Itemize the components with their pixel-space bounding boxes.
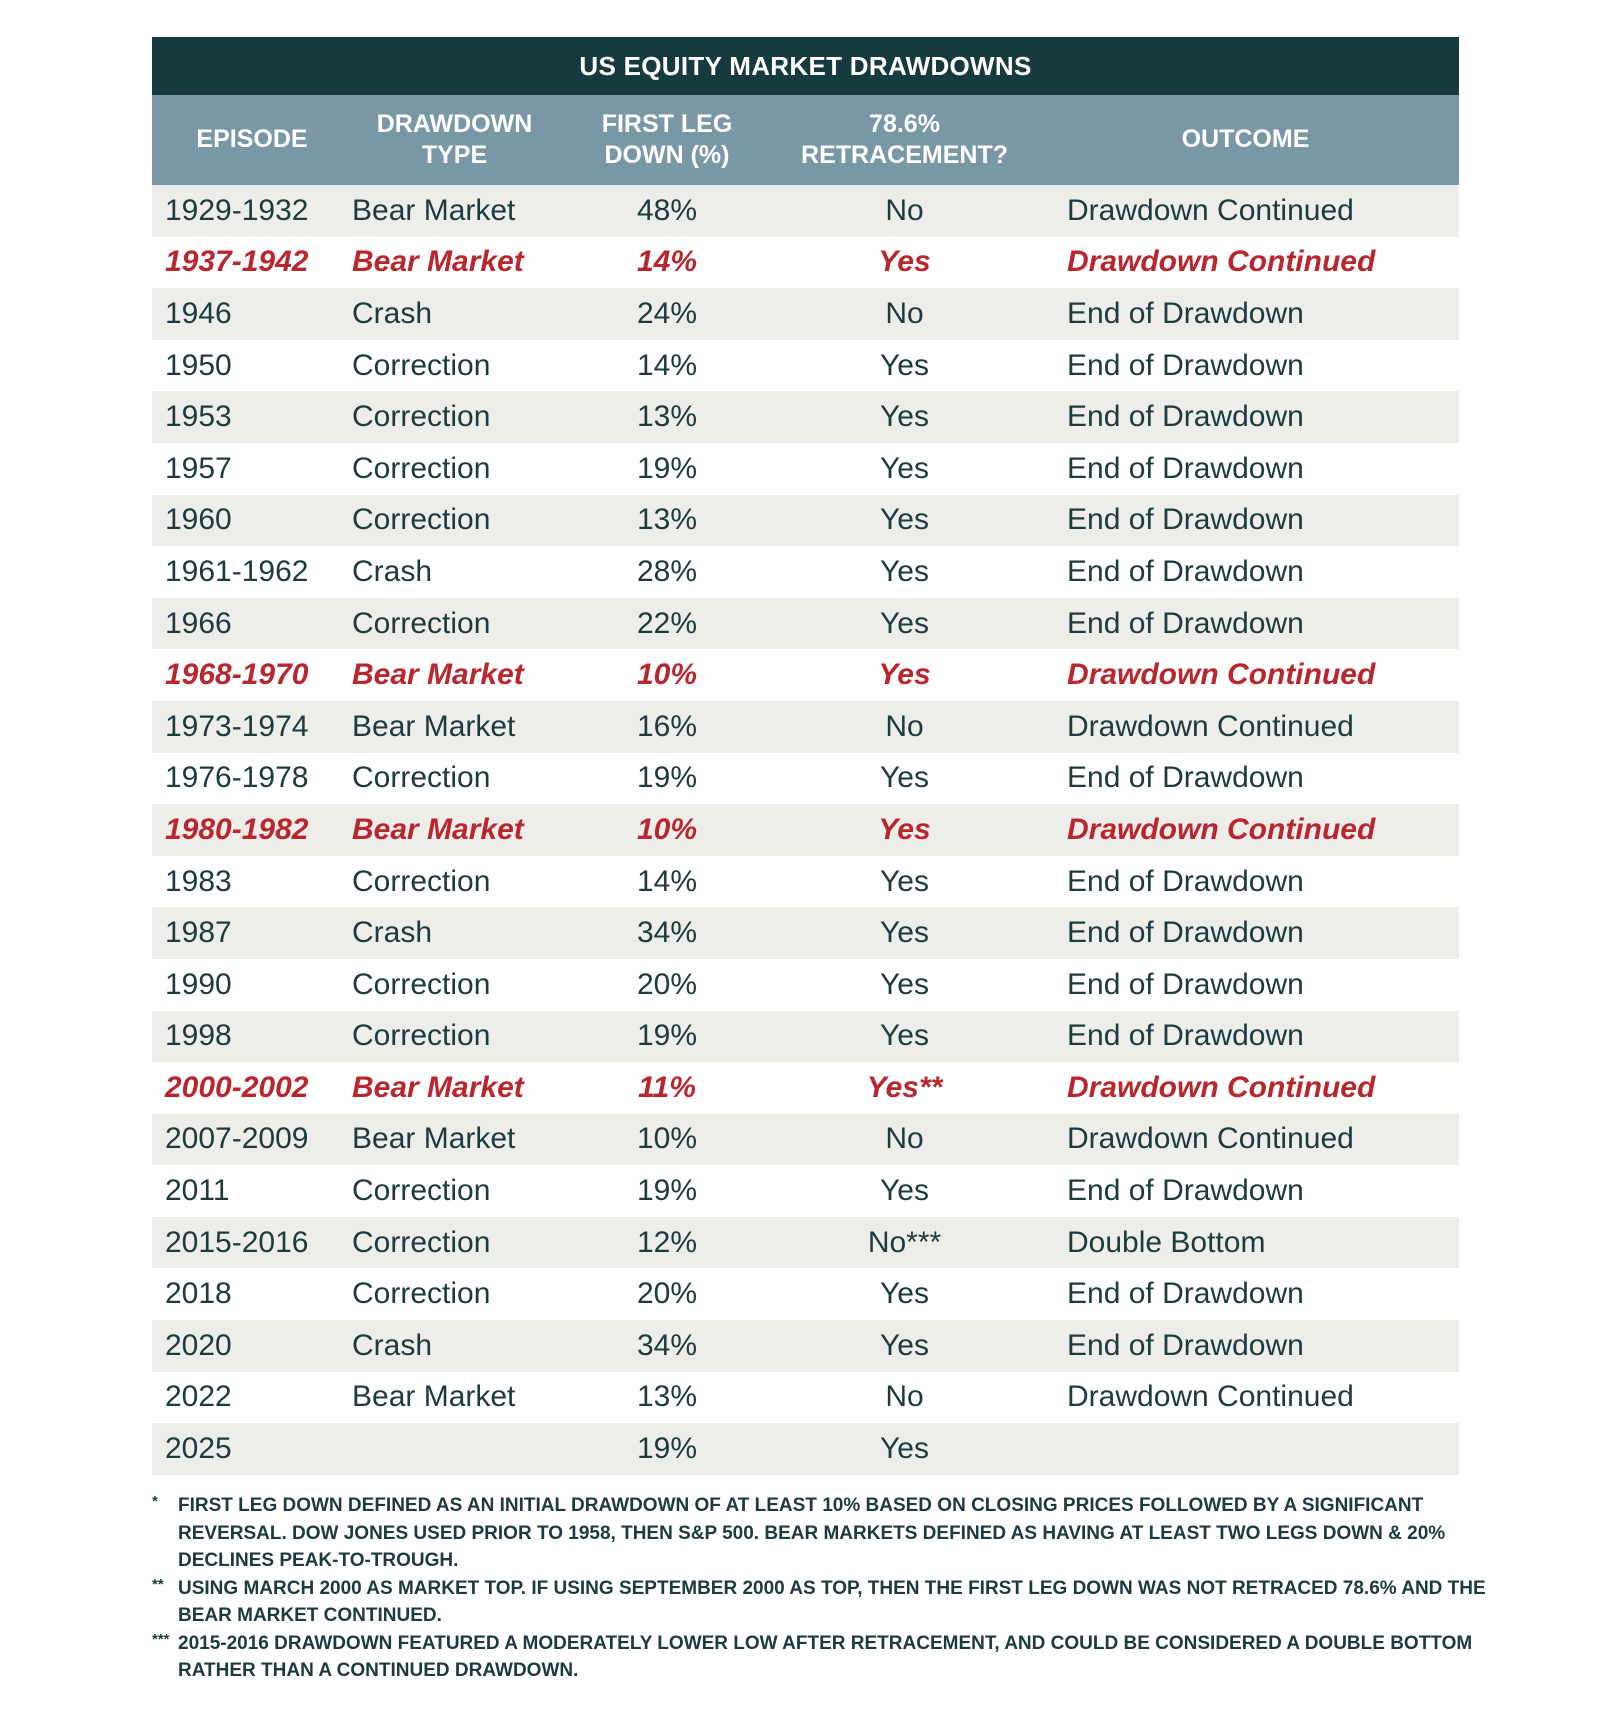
cell-first-leg: 34% [636, 916, 698, 950]
cell-drawdown-type: Correction [352, 1174, 491, 1208]
table-row [152, 1320, 1459, 1372]
cell-drawdown-type: Bear Market [352, 1380, 516, 1414]
cell-drawdown-type: Bear Market [352, 658, 524, 692]
cell-episode: 1987 [165, 916, 232, 950]
cell-outcome: Drawdown Continued [1067, 812, 1376, 846]
table-row [152, 649, 1459, 701]
cell-first-leg: 19% [636, 1019, 698, 1053]
cell-episode: 1976-1978 [165, 761, 309, 795]
cell-drawdown-type: Bear Market [352, 193, 516, 227]
table-row [152, 701, 1459, 753]
footnote-mark: ** [152, 1575, 164, 1593]
cell-outcome: End of Drawdown [1067, 761, 1304, 795]
table-row [152, 959, 1459, 1011]
cell-first-leg: 24% [636, 296, 698, 330]
cell-first-leg: 14% [636, 864, 698, 898]
cell-outcome: Drawdown Continued [1067, 245, 1376, 279]
cell-outcome: End of Drawdown [1067, 967, 1304, 1001]
cell-episode: 2011 [165, 1174, 230, 1208]
cell-episode: 1980-1982 [165, 812, 309, 846]
cell-episode: 1961-1962 [165, 554, 309, 588]
cell-drawdown-type: Bear Market [352, 1122, 516, 1156]
cell-retracement: Yes [880, 916, 929, 950]
cell-drawdown-type: Correction [352, 503, 491, 537]
cell-outcome: Drawdown Continued [1067, 709, 1354, 743]
footnote-text: USING MARCH 2000 AS MARKET TOP. IF USING SEPTEMBER 2000 AS TOP, THEN THE FIRST LEG DOWN WAS NOT RETRACED 78.6% AND THE BEAR MARKET CONTINUED. [178, 1577, 1486, 1626]
cell-retracement: Yes [880, 1174, 929, 1208]
header-leg-line1: FIRST LEG [601, 109, 733, 138]
cell-first-leg: 19% [636, 451, 698, 485]
cell-drawdown-type: Correction [352, 1225, 491, 1259]
cell-episode: 1929-1932 [165, 193, 309, 227]
cell-outcome: End of Drawdown [1067, 1174, 1304, 1208]
cell-drawdown-type: Correction [352, 1019, 491, 1053]
cell-episode: 1946 [165, 296, 232, 330]
cell-retracement: Yes [880, 606, 929, 640]
header-episode: EPISODE [196, 125, 308, 154]
cell-first-leg: 34% [636, 1328, 698, 1362]
cell-first-leg: 10% [636, 658, 698, 692]
cell-first-leg: 22% [636, 606, 698, 640]
header-ret-line1: 78.6% [869, 109, 940, 138]
cell-outcome: End of Drawdown [1067, 1019, 1304, 1053]
cell-drawdown-type: Crash [352, 1328, 433, 1362]
cell-episode: 1953 [165, 400, 232, 434]
cell-episode: 2007-2009 [165, 1122, 309, 1156]
table-row [152, 495, 1459, 547]
table-row [152, 598, 1459, 650]
cell-first-leg: 16% [636, 709, 698, 743]
cell-episode: 1957 [165, 451, 232, 485]
cell-retracement: No*** [867, 1225, 942, 1259]
cell-episode: 2020 [165, 1328, 232, 1362]
footnote-text: 2015-2016 DRAWDOWN FEATURED A MODERATELY LOWER LOW AFTER RETRACEMENT, AND COULD BE CONSIDERED A DOUBLE BOTTOM RATHER THAN A CONTINUED DRAWDOWN. [178, 1632, 1473, 1681]
header-first-leg [557, 95, 777, 185]
cell-outcome: Double Bottom [1067, 1225, 1266, 1259]
cell-first-leg: 19% [636, 761, 698, 795]
cell-outcome: End of Drawdown [1067, 606, 1304, 640]
cell-drawdown-type: Correction [352, 1277, 491, 1311]
cell-drawdown-type: Bear Market [352, 245, 524, 279]
cell-episode: 1983 [165, 864, 232, 898]
cell-episode: 1973-1974 [165, 709, 309, 743]
cell-outcome: Drawdown Continued [1067, 1380, 1354, 1414]
cell-retracement: Yes [880, 451, 929, 485]
cell-retracement: Yes [880, 348, 929, 382]
table-row [152, 856, 1459, 908]
cell-outcome: End of Drawdown [1067, 296, 1304, 330]
header-ret-line2: RETRACEMENT? [801, 141, 1008, 169]
cell-retracement: No [885, 1122, 924, 1156]
table-row [152, 443, 1459, 495]
footnote [152, 1575, 1512, 1630]
cell-retracement: Yes [880, 864, 929, 898]
cell-outcome: End of Drawdown [1067, 1328, 1304, 1362]
cell-episode: 1960 [165, 503, 232, 537]
cell-retracement: Yes [880, 1277, 929, 1311]
table-row [152, 907, 1459, 959]
cell-outcome: Drawdown Continued [1067, 1122, 1354, 1156]
header-drawdown-type [352, 95, 557, 185]
cell-drawdown-type: Crash [352, 296, 433, 330]
cell-outcome: Drawdown Continued [1067, 193, 1354, 227]
table-row [152, 340, 1459, 392]
cell-drawdown-type: Correction [352, 348, 491, 382]
table-row [152, 1011, 1459, 1063]
header-retracement [777, 95, 1032, 185]
cell-drawdown-type: Correction [352, 864, 491, 898]
header-type-line2: TYPE [421, 141, 488, 169]
cell-episode: 1950 [165, 348, 232, 382]
cell-retracement: Yes [880, 1019, 929, 1053]
cell-first-leg: 19% [636, 1432, 698, 1466]
table-row [152, 1268, 1459, 1320]
cell-first-leg: 19% [636, 1174, 698, 1208]
cell-retracement: No [885, 1380, 924, 1414]
cell-retracement: No [885, 709, 924, 743]
footnote [152, 1492, 1512, 1575]
cell-episode: 1968-1970 [165, 658, 309, 692]
cell-drawdown-type: Bear Market [352, 1070, 524, 1104]
table-row [152, 1165, 1459, 1217]
table-row [152, 288, 1459, 340]
table-row [152, 1423, 1459, 1475]
cell-drawdown-type: Crash [352, 554, 433, 588]
cell-outcome: End of Drawdown [1067, 400, 1304, 434]
cell-outcome: End of Drawdown [1067, 348, 1304, 382]
table-title: US EQUITY MARKET DRAWDOWNS [152, 37, 1459, 95]
header-leg-line2: DOWN (%) [604, 141, 730, 169]
cell-first-leg: 48% [636, 193, 698, 227]
footnote-mark: *** [152, 1630, 170, 1648]
cell-retracement: Yes [878, 658, 931, 692]
cell-first-leg: 11% [638, 1070, 696, 1104]
cell-episode: 1990 [165, 967, 232, 1001]
footnote [152, 1630, 1512, 1685]
cell-outcome: Drawdown Continued [1067, 658, 1376, 692]
cell-retracement: No [885, 193, 924, 227]
cell-first-leg: 13% [636, 400, 698, 434]
column-header-row [152, 95, 1459, 185]
cell-episode: 1966 [165, 606, 232, 640]
table-body [152, 185, 1459, 1475]
table-row [152, 185, 1459, 237]
cell-first-leg: 14% [636, 348, 698, 382]
cell-outcome: End of Drawdown [1067, 503, 1304, 537]
cell-episode: 1998 [165, 1019, 232, 1053]
table-row [152, 1114, 1459, 1166]
cell-outcome: End of Drawdown [1067, 451, 1304, 485]
table-row [152, 804, 1459, 856]
table-row [152, 753, 1459, 805]
cell-episode: 2000-2002 [165, 1070, 309, 1104]
cell-drawdown-type: Bear Market [352, 709, 516, 743]
table-row [152, 391, 1459, 443]
cell-retracement: Yes [878, 812, 931, 846]
cell-first-leg: 20% [636, 1277, 698, 1311]
cell-episode: 2025 [165, 1432, 232, 1466]
cell-retracement: Yes** [866, 1070, 943, 1104]
cell-drawdown-type: Crash [352, 916, 433, 950]
cell-outcome: Drawdown Continued [1067, 1070, 1376, 1104]
cell-retracement: Yes [880, 554, 929, 588]
table-row [152, 237, 1459, 289]
cell-outcome: End of Drawdown [1067, 554, 1304, 588]
cell-episode: 2022 [165, 1380, 232, 1414]
cell-retracement: Yes [878, 245, 931, 279]
cell-first-leg: 10% [636, 812, 698, 846]
header-outcome: OUTCOME [1181, 125, 1310, 154]
cell-first-leg: 10% [636, 1122, 698, 1156]
cell-drawdown-type: Correction [352, 606, 491, 640]
cell-episode: 2015-2016 [165, 1225, 309, 1259]
cell-first-leg: 12% [636, 1225, 698, 1259]
cell-retracement: Yes [880, 967, 929, 1001]
footnote-text: FIRST LEG DOWN DEFINED AS AN INITIAL DRAWDOWN OF AT LEAST 10% BASED ON CLOSING PRICES FOLLOWED BY A SIGNIFICANT REVERSAL. DOW JONES USED PRIOR TO 1958, THEN S&P 500. BEAR MARKETS DEFINED AS HAVING AT LEAST TWO LEGS DOWN & 20% DECLINES PEAK-TO-TROUGH. [178, 1495, 1446, 1571]
cell-first-leg: 28% [636, 554, 698, 588]
cell-episode: 2018 [165, 1277, 232, 1311]
cell-retracement: Yes [880, 503, 929, 537]
cell-drawdown-type: Correction [352, 451, 491, 485]
cell-outcome: End of Drawdown [1067, 916, 1304, 950]
footnote-mark: * [152, 1493, 158, 1510]
cell-retracement: No [885, 296, 924, 330]
header-type-line1: DRAWDOWN [376, 109, 533, 138]
cell-retracement: Yes [880, 1432, 929, 1466]
cell-first-leg: 13% [636, 503, 698, 537]
table-row [152, 1217, 1459, 1269]
cell-retracement: Yes [880, 761, 929, 795]
cell-episode: 1937-1942 [165, 245, 309, 279]
cell-outcome: End of Drawdown [1067, 864, 1304, 898]
cell-first-leg: 20% [636, 967, 698, 1001]
cell-drawdown-type: Correction [352, 400, 491, 434]
table-row [152, 1372, 1459, 1424]
cell-outcome: End of Drawdown [1067, 1277, 1304, 1311]
table-row [152, 546, 1459, 598]
cell-retracement: Yes [880, 400, 929, 434]
table-row [152, 1062, 1459, 1114]
cell-retracement: Yes [880, 1328, 929, 1362]
cell-drawdown-type: Bear Market [352, 812, 524, 846]
cell-first-leg: 14% [636, 245, 698, 279]
cell-drawdown-type: Correction [352, 967, 491, 1001]
drawdowns-table [152, 37, 1459, 1475]
cell-drawdown-type: Correction [352, 761, 491, 795]
footnotes [152, 1492, 1512, 1685]
cell-first-leg: 13% [636, 1380, 698, 1414]
